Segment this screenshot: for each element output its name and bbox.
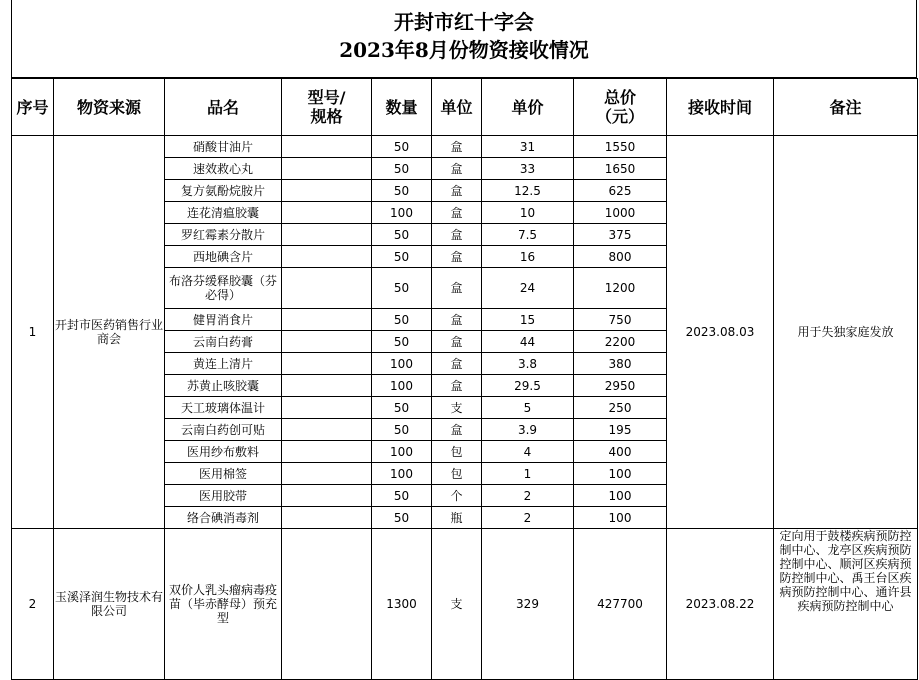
cell-price: 329 xyxy=(482,529,574,680)
cell-date: 2023.08.22 xyxy=(667,529,774,680)
cell-unit: 支 xyxy=(432,397,482,419)
col-header-seq: 序号 xyxy=(12,79,54,136)
cell-price: 4 xyxy=(482,441,574,463)
cell-total: 2950 xyxy=(574,375,667,397)
cell-unit: 盒 xyxy=(432,158,482,180)
cell-price: 31 xyxy=(482,136,574,158)
cell-spec xyxy=(282,419,372,441)
col-header-price: 单价 xyxy=(482,79,574,136)
cell-unit: 盒 xyxy=(432,419,482,441)
cell-name: 布洛芬缓释胶囊（芬必得） xyxy=(165,268,282,309)
cell-total: 1550 xyxy=(574,136,667,158)
cell-name: 连花清瘟胶囊 xyxy=(165,202,282,224)
col-header-source: 物资来源 xyxy=(54,79,165,136)
cell-qty: 50 xyxy=(372,309,432,331)
cell-qty: 50 xyxy=(372,158,432,180)
cell-total: 100 xyxy=(574,485,667,507)
cell-spec xyxy=(282,180,372,202)
cell-spec xyxy=(282,246,372,268)
cell-spec xyxy=(282,353,372,375)
cell-qty: 100 xyxy=(372,375,432,397)
cell-unit: 包 xyxy=(432,441,482,463)
cell-price: 2 xyxy=(482,485,574,507)
cell-unit: 盒 xyxy=(432,353,482,375)
cell-total: 625 xyxy=(574,180,667,202)
cell-total: 400 xyxy=(574,441,667,463)
cell-qty: 50 xyxy=(372,180,432,202)
cell-qty: 50 xyxy=(372,331,432,353)
cell-unit: 盒 xyxy=(432,224,482,246)
cell-total: 375 xyxy=(574,224,667,246)
cell-name: 医用胶带 xyxy=(165,485,282,507)
cell-source: 开封市医药销售行业商会 xyxy=(54,136,165,529)
cell-qty: 50 xyxy=(372,224,432,246)
cell-total: 195 xyxy=(574,419,667,441)
cell-name: 硝酸甘油片 xyxy=(165,136,282,158)
cell-name: 苏黄止咳胶囊 xyxy=(165,375,282,397)
cell-unit: 盒 xyxy=(432,309,482,331)
cell-qty: 50 xyxy=(372,136,432,158)
cell-unit: 盒 xyxy=(432,246,482,268)
table-row xyxy=(12,529,918,680)
cell-qty: 100 xyxy=(372,441,432,463)
cell-unit: 盒 xyxy=(432,375,482,397)
cell-total: 800 xyxy=(574,246,667,268)
cell-name: 双价人乳头瘤病毒疫苗（毕赤酵母）预充型 xyxy=(165,529,282,680)
cell-total: 750 xyxy=(574,309,667,331)
cell-qty: 50 xyxy=(372,485,432,507)
cell-unit: 包 xyxy=(432,463,482,485)
cell-qty: 50 xyxy=(372,268,432,309)
col-header-date: 接收时间 xyxy=(667,79,774,136)
cell-price: 33 xyxy=(482,158,574,180)
col-header-qty: 数量 xyxy=(372,79,432,136)
cell-total: 1000 xyxy=(574,202,667,224)
cell-price: 7.5 xyxy=(482,224,574,246)
cell-qty: 50 xyxy=(372,507,432,529)
cell-price: 10 xyxy=(482,202,574,224)
col-header-total: 总价 （元） xyxy=(574,79,667,136)
cell-spec xyxy=(282,485,372,507)
cell-qty: 100 xyxy=(372,463,432,485)
cell-price: 5 xyxy=(482,397,574,419)
cell-name: 云南白药创可贴 xyxy=(165,419,282,441)
cell-name: 天工玻璃体温计 xyxy=(165,397,282,419)
cell-name: 络合碘消毒剂 xyxy=(165,507,282,529)
cell-unit: 盒 xyxy=(432,136,482,158)
cell-spec xyxy=(282,136,372,158)
cell-price: 29.5 xyxy=(482,375,574,397)
cell-date: 2023.08.03 xyxy=(667,136,774,529)
cell-spec xyxy=(282,331,372,353)
cell-price: 16 xyxy=(482,246,574,268)
cell-spec xyxy=(282,224,372,246)
header-row xyxy=(12,79,918,136)
cell-name: 健胃消食片 xyxy=(165,309,282,331)
cell-total: 250 xyxy=(574,397,667,419)
cell-price: 12.5 xyxy=(482,180,574,202)
cell-unit: 支 xyxy=(432,529,482,680)
cell-remark: 用于失独家庭发放 xyxy=(774,136,918,529)
cell-name: 医用棉签 xyxy=(165,463,282,485)
cell-price: 44 xyxy=(482,331,574,353)
cell-total: 100 xyxy=(574,507,667,529)
table-row xyxy=(12,136,918,158)
cell-qty: 50 xyxy=(372,397,432,419)
cell-qty: 100 xyxy=(372,353,432,375)
cell-qty: 1300 xyxy=(372,529,432,680)
col-header-name: 品名 xyxy=(165,79,282,136)
cell-price: 15 xyxy=(482,309,574,331)
cell-unit: 盒 xyxy=(432,331,482,353)
cell-name: 黄连上清片 xyxy=(165,353,282,375)
cell-qty: 50 xyxy=(372,246,432,268)
cell-name: 罗红霉素分散片 xyxy=(165,224,282,246)
cell-qty: 100 xyxy=(372,202,432,224)
cell-spec xyxy=(282,202,372,224)
cell-seq: 2 xyxy=(12,529,54,680)
cell-spec xyxy=(282,397,372,419)
cell-spec xyxy=(282,507,372,529)
cell-name: 西地碘含片 xyxy=(165,246,282,268)
title-org: 开封市红十字会 xyxy=(394,10,534,34)
cell-unit: 盒 xyxy=(432,268,482,309)
col-header-remark: 备注 xyxy=(774,79,918,136)
cell-spec xyxy=(282,463,372,485)
cell-unit: 盒 xyxy=(432,180,482,202)
cell-price: 2 xyxy=(482,507,574,529)
cell-spec xyxy=(282,529,372,680)
cell-unit: 个 xyxy=(432,485,482,507)
cell-spec xyxy=(282,268,372,309)
cell-total: 2200 xyxy=(574,331,667,353)
title-period: 2023年8月份物资接收情况 xyxy=(339,38,589,62)
cell-remark xyxy=(774,529,918,680)
cell-spec xyxy=(282,375,372,397)
cell-price: 24 xyxy=(482,268,574,309)
col-header-unit: 单位 xyxy=(432,79,482,136)
remark-text: 定向用于鼓楼疾病预防控制中心、龙亭区疾病预防控制中心、顺河区疾病预防控制中心、禹王台区疾病预防控制中心、通许县疾病预防控制中心 xyxy=(779,529,912,613)
cell-total: 100 xyxy=(574,463,667,485)
report-title xyxy=(11,0,917,78)
cell-name: 云南白药膏 xyxy=(165,331,282,353)
cell-price: 3.8 xyxy=(482,353,574,375)
cell-total: 380 xyxy=(574,353,667,375)
cell-name: 医用纱布敷料 xyxy=(165,441,282,463)
cell-seq: 1 xyxy=(12,136,54,529)
cell-spec xyxy=(282,158,372,180)
cell-unit: 瓶 xyxy=(432,507,482,529)
cell-spec xyxy=(282,441,372,463)
cell-total: 427700 xyxy=(574,529,667,680)
materials-table xyxy=(11,78,918,680)
col-header-spec: 型号/ 规格 xyxy=(282,79,372,136)
cell-spec xyxy=(282,309,372,331)
cell-name: 复方氨酚烷胺片 xyxy=(165,180,282,202)
cell-price: 3.9 xyxy=(482,419,574,441)
cell-qty: 50 xyxy=(372,419,432,441)
cell-source: 玉溪泽润生物技术有限公司 xyxy=(54,529,165,680)
cell-name: 速效救心丸 xyxy=(165,158,282,180)
cell-price: 1 xyxy=(482,463,574,485)
cell-total: 1200 xyxy=(574,268,667,309)
cell-total: 1650 xyxy=(574,158,667,180)
cell-unit: 盒 xyxy=(432,202,482,224)
